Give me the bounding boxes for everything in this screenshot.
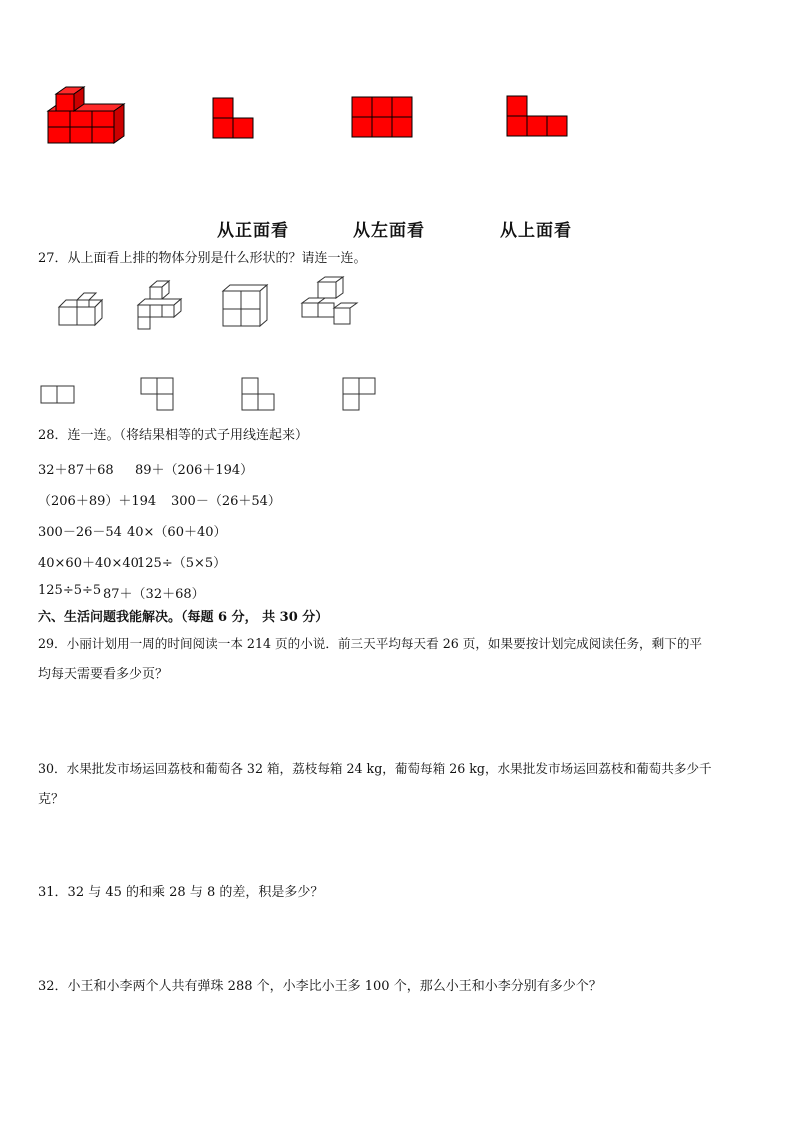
question-29-line-2: 均每天需要看多少页？	[38, 667, 169, 682]
question-28: 28．连一连。（将结果相等的式子用线连起来）	[38, 428, 309, 443]
red-left-view-shape	[351, 96, 413, 138]
question-30-line-1: 30．水果批发市场运回荔枝和葡萄各 32 箱，荔枝每箱 24 kg，葡萄每箱 26 kg，水果批发市场运回荔枝和葡萄共多少千	[38, 761, 712, 776]
plan-view-shape-c	[241, 377, 277, 413]
q28-right-expr-5: 87＋（32＋68）	[103, 587, 205, 602]
q28-left-expr-4: 40×60＋40×40	[38, 556, 139, 571]
plan-view-shape-d	[342, 377, 378, 413]
red-front-view-shape	[212, 97, 254, 139]
q28-right-expr-4: 125÷（5×5）	[137, 556, 227, 571]
outline-cube-figure-3	[220, 282, 270, 332]
q28-left-expr-5: 125÷5÷5	[38, 583, 102, 598]
q28-left-expr-2: （206＋89）＋194	[38, 494, 157, 509]
red-top-view-shape	[506, 95, 568, 137]
q28-left-expr-1: 32＋87＋68	[38, 463, 114, 478]
q28-right-expr-3: 40×（60＋40）	[127, 525, 227, 540]
plan-view-shape-b	[140, 377, 176, 413]
question-32: 32．小王和小李两个人共有弹珠 288 个，小李比小王多 100 个，那么小王和小李分别有多少个？	[38, 979, 602, 994]
red-cube-figure-3d	[44, 84, 134, 154]
outline-cube-figure-2	[136, 279, 188, 331]
q28-right-expr-2: 300－（26＋54）	[171, 494, 281, 509]
label-top-view: 从上面看	[500, 221, 572, 241]
outline-cube-figure-4	[300, 276, 356, 328]
q28-right-expr-1: 89＋（206＋194）	[135, 463, 254, 478]
question-30-line-2: 克？	[38, 792, 65, 807]
question-29-line-1: 29．小丽计划用一周的时间阅读一本 214 页的小说．前三天平均每天看 26 页，如果要按计划完成阅读任务，剩下的平	[38, 636, 703, 651]
section-6-title: 六、生活问题我能解决。（每题 6 分， 共 30 分）	[38, 610, 329, 625]
q28-left-expr-3: 300－26－54	[38, 525, 122, 540]
plan-view-shape-a	[40, 385, 76, 405]
question-31: 31．32 与 45 的和乘 28 与 8 的差，积是多少？	[38, 885, 324, 900]
outline-cube-figure-1	[56, 290, 106, 340]
label-front-view: 从正面看	[217, 221, 289, 241]
question-27: 27．从上面看上排的物体分别是什么形状的？请连一连。	[38, 251, 367, 266]
label-left-view: 从左面看	[353, 221, 425, 241]
